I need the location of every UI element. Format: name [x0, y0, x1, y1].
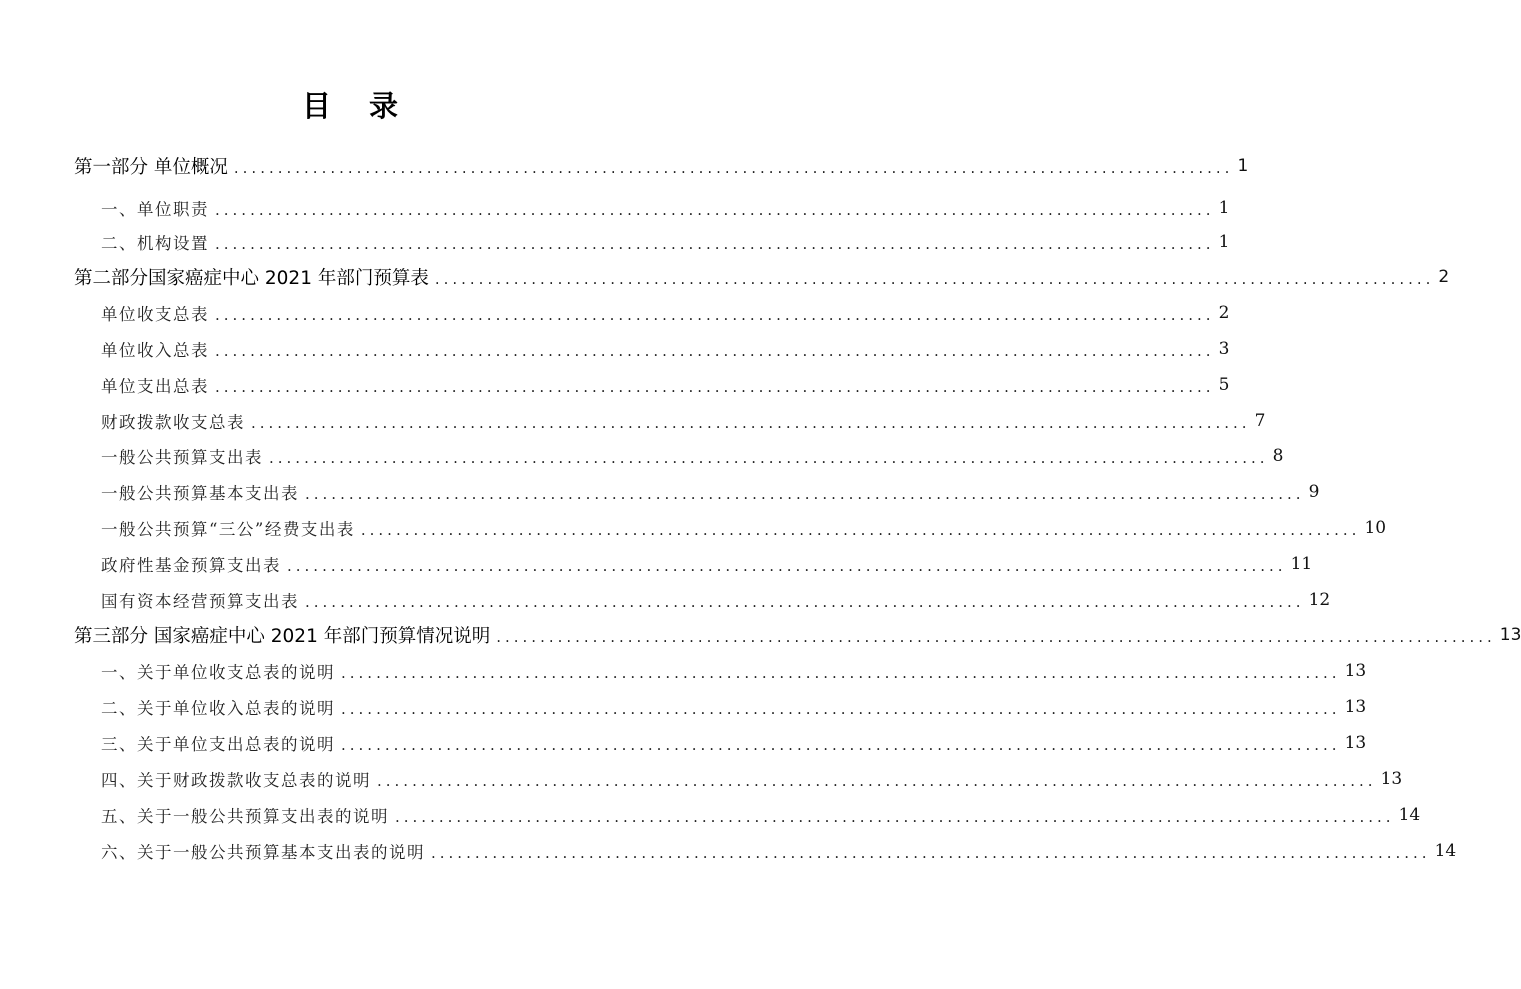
- toc-page-number: 14: [1398, 805, 1421, 825]
- toc-entry[interactable]: [101, 333, 1230, 365]
- toc-entry-label: 一、关于单位收支总表的说明: [101, 663, 335, 682]
- toc-entry[interactable]: [101, 655, 1367, 687]
- toc-page-number: 2: [1438, 267, 1450, 287]
- toc-leader-dots: ..................................................................................................................: [305, 593, 1305, 611]
- toc-entry-label: 国有资本经营预算支出表: [101, 592, 299, 611]
- toc-leader-dots: ..................................................................................................................: [215, 378, 1215, 396]
- toc-leader-dots: ..................................................................................................................: [215, 235, 1215, 253]
- toc-entry[interactable]: [101, 727, 1367, 759]
- toc-entry-label: 财政拨款收支总表: [101, 413, 245, 432]
- toc-page-number: 1: [1237, 156, 1249, 176]
- toc-entry-label: 一、单位职责: [101, 200, 209, 219]
- toc-entry[interactable]: [101, 691, 1367, 723]
- toc-entry[interactable]: [101, 512, 1387, 544]
- toc-entry[interactable]: [101, 548, 1313, 580]
- toc-page-number: 3: [1218, 339, 1230, 359]
- toc-leader-dots: ..................................................................................................................: [215, 306, 1215, 324]
- toc-page-number: 12: [1308, 590, 1331, 610]
- toc-page-number: 1: [1218, 198, 1230, 218]
- toc-page-number: 13: [1344, 661, 1367, 681]
- toc-leader-dots: ..................................................................................................................: [496, 628, 1496, 646]
- toc-leader-dots: ..................................................................................................................: [215, 201, 1215, 219]
- toc-entry[interactable]: [101, 297, 1230, 329]
- toc-entry-label: 一般公共预算支出表: [101, 448, 263, 467]
- toc-leader-dots: ..................................................................................................................: [431, 844, 1431, 862]
- toc-page-number: 13: [1499, 625, 1521, 645]
- toc-entry-label: 二、关于单位收入总表的说明: [101, 699, 335, 718]
- toc-entry-label: 第一部分 单位概况: [74, 157, 228, 178]
- toc-page-number: 5: [1218, 375, 1230, 395]
- toc-page-number: 7: [1254, 411, 1266, 431]
- toc-leader-dots: ..................................................................................................................: [434, 270, 1435, 288]
- toc-leader-dots: ..................................................................................................................: [341, 664, 1341, 682]
- toc-leader-dots: ..................................................................................................................: [305, 485, 1305, 503]
- toc-entry-label: 单位支出总表: [101, 377, 209, 396]
- toc-entry-label: 二、机构设置: [101, 234, 209, 253]
- toc-leader-dots: ..................................................................................................................: [287, 557, 1287, 575]
- toc-entry-label: 一般公共预算基本支出表: [101, 484, 299, 503]
- toc-entry[interactable]: [101, 476, 1320, 508]
- toc-entry-label: 单位收支总表: [101, 305, 209, 324]
- toc-entry-label: 第二部分国家癌症中心 2021 年部门预算表: [74, 268, 429, 289]
- toc-leader-dots: ..................................................................................................................: [377, 772, 1377, 790]
- page-title: 目 录: [301, 89, 413, 123]
- toc-entry-label: 政府性基金预算支出表: [101, 556, 281, 575]
- toc-entry[interactable]: [74, 150, 1248, 182]
- toc-leader-dots: ..................................................................................................................: [341, 736, 1341, 754]
- toc-entry[interactable]: [74, 261, 1450, 293]
- toc-entry[interactable]: [101, 584, 1331, 616]
- toc-page-number: 13: [1344, 697, 1367, 717]
- toc-entry-label: 一般公共预算“三公”经费支出表: [101, 520, 355, 539]
- toc-leader-dots: ..................................................................................................................: [233, 159, 1234, 177]
- toc-entry[interactable]: [101, 763, 1403, 795]
- toc-entry[interactable]: [101, 226, 1230, 258]
- toc-page-number: 14: [1434, 841, 1457, 861]
- toc-page-number: 8: [1272, 446, 1284, 466]
- toc-entry[interactable]: [74, 619, 1521, 651]
- toc-page-number: 10: [1364, 518, 1387, 538]
- toc-entry-label: 单位收入总表: [101, 341, 209, 360]
- toc-entry-label: 六、关于一般公共预算基本支出表的说明: [101, 843, 425, 862]
- toc-entry-label: 三、关于单位支出总表的说明: [101, 735, 335, 754]
- toc-entry[interactable]: [101, 799, 1421, 831]
- toc-page-number: 13: [1344, 733, 1367, 753]
- toc-page-number: 2: [1218, 303, 1230, 323]
- toc-entry-label: 四、关于财政拨款收支总表的说明: [101, 771, 371, 790]
- toc-leader-dots: ..................................................................................................................: [215, 342, 1215, 360]
- toc-entry[interactable]: [101, 192, 1230, 224]
- toc-page-number: 13: [1380, 769, 1403, 789]
- toc-leader-dots: ..................................................................................................................: [395, 808, 1395, 826]
- toc-entry[interactable]: [101, 369, 1230, 401]
- toc-entry[interactable]: [101, 835, 1457, 867]
- toc-leader-dots: ..................................................................................................................: [251, 414, 1251, 432]
- toc-leader-dots: ..................................................................................................................: [341, 700, 1341, 718]
- toc-entry[interactable]: [101, 440, 1284, 472]
- toc-entry-label: 第三部分 国家癌症中心 2021 年部门预算情况说明: [74, 626, 491, 647]
- toc-leader-dots: ..................................................................................................................: [269, 449, 1269, 467]
- toc-leader-dots: ..................................................................................................................: [360, 521, 1361, 539]
- toc-entry[interactable]: [101, 405, 1266, 437]
- toc-entry-label: 五、关于一般公共预算支出表的说明: [101, 807, 389, 826]
- toc-page-number: 1: [1218, 232, 1230, 252]
- toc-page-number: 9: [1308, 482, 1320, 502]
- toc-page-number: 11: [1290, 554, 1313, 574]
